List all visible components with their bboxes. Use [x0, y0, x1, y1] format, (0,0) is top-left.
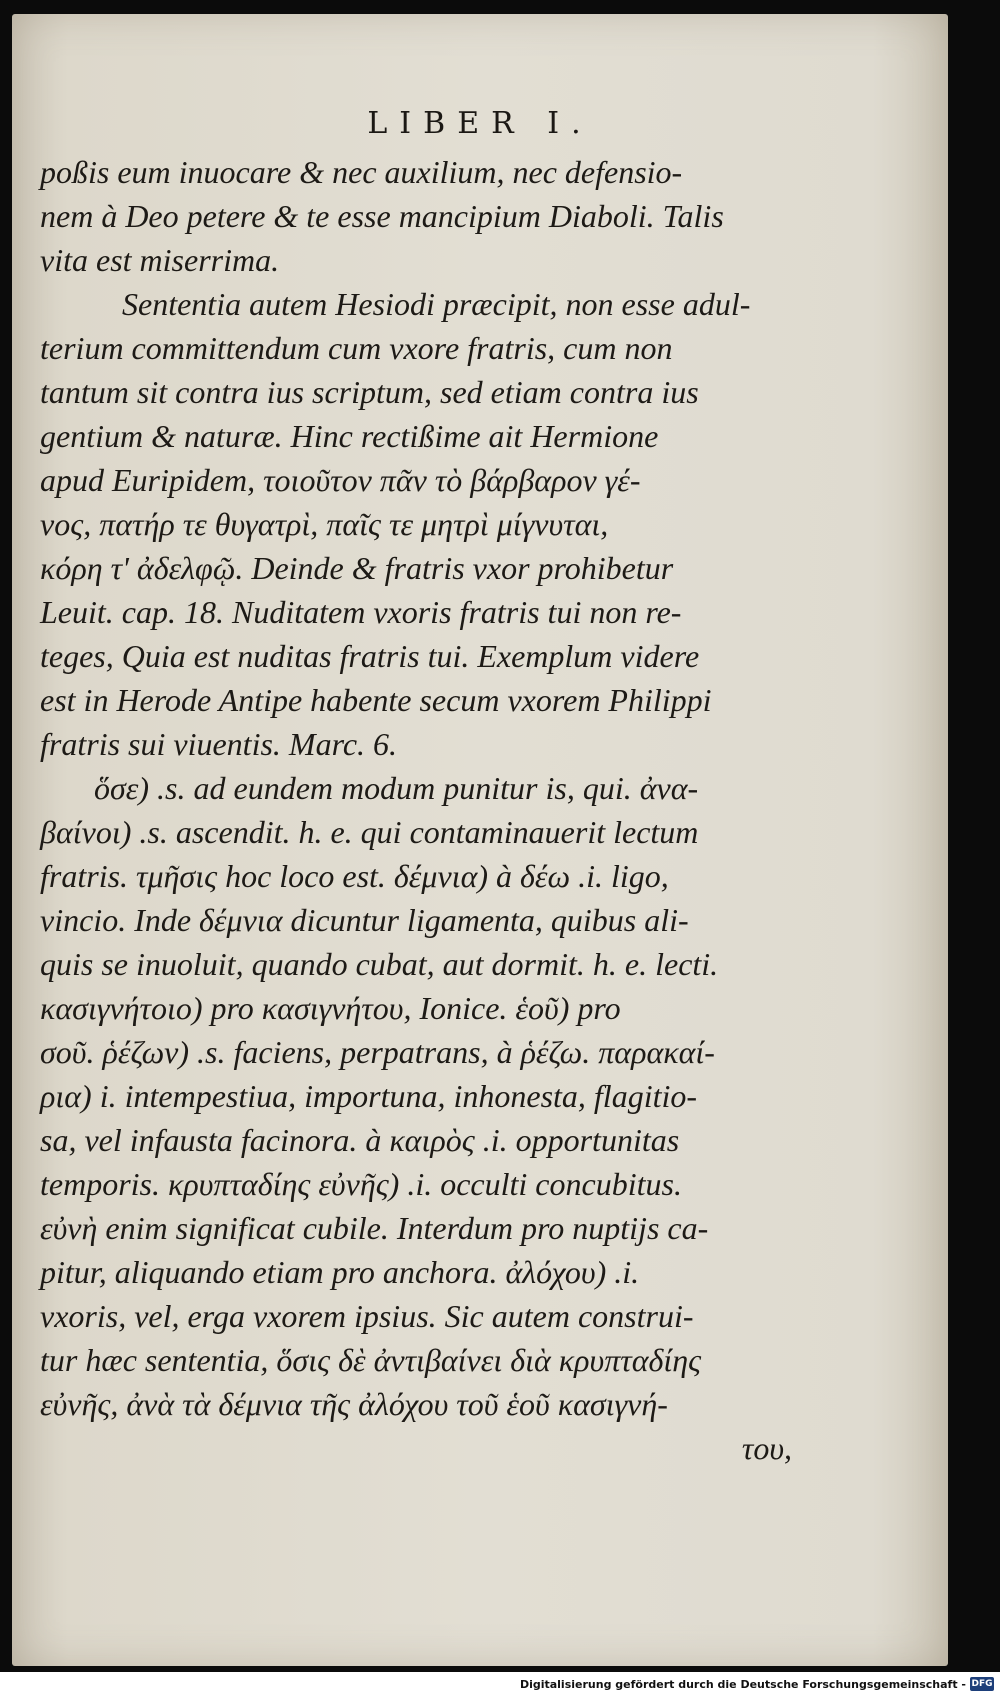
text-line: εὐνὴ enim significat cubile. Interdum pro nuptijs ca-	[40, 1210, 709, 1246]
text-line: νος, πατήρ τε θυγατρὶ, παῖς τε μητρὶ μίγνυται,	[40, 506, 609, 542]
text-line: quis se inuoluit, quando cubat, aut dormit. h. e. lecti.	[40, 946, 719, 982]
text-line: pitur, aliquando etiam pro anchora. ἀλόχου) .i.	[40, 1254, 640, 1290]
text-line: tantum sit contra ius scriptum, sed etiam contra ius	[40, 374, 699, 410]
text-line: fratris sui viuentis. Marc. 6.	[40, 726, 398, 762]
text-line: vxoris, vel, erga vxorem ipsius. Sic autem construi-	[40, 1298, 694, 1334]
text-line: terium committendum cum vxore fratris, cum non	[40, 330, 673, 366]
text-line: teges, Quia est nuditas fratris tui. Exemplum videre	[40, 638, 700, 674]
running-header: LIBER I.	[367, 106, 593, 141]
text-line: temporis. κρυπταδίης εὐνῆς) .i. occulti concubitus.	[40, 1166, 682, 1202]
text-line: fratris. τμῆσις hoc loco est. δέμνια) à δέω .i. ligo,	[40, 858, 669, 894]
text-line: εὐνῆς, ἀνὰ τὰ δέμνια τῆς ἀλόχου τοῦ ἑοῦ κασιγνή-	[40, 1386, 668, 1422]
footer-bar	[0, 1672, 1000, 1697]
text-line: vita est miserrima.	[40, 242, 280, 278]
text-line: κασιγνήτοιο) pro κασιγνήτου, Ionice. ἑοῦ) pro	[40, 990, 621, 1026]
text-line: est in Herode Antipe habente secum vxorem Philippi	[40, 682, 712, 718]
text-line: Sententia autem Hesiodi præcipit, non esse adul-	[122, 286, 751, 322]
catchword: του,	[741, 1430, 792, 1466]
text-line: apud Euripidem, τοιοῦτον πᾶν τὸ βάρβαρον γέ-	[40, 462, 641, 498]
text-line: poßis eum inuocare & nec auxilium, nec defensio-	[40, 154, 683, 190]
book-page	[12, 14, 948, 1666]
footer-credit: Digitalisierung gefördert durch die Deutsche Forschungsgemeinschaft -	[519, 1678, 966, 1691]
text-line: Leuit. cap. 18. Nuditatem vxoris fratris tui non re-	[40, 594, 682, 630]
text-line: ὅσε) .s. ad eundem modum punitur is, qui. ἀνα-	[94, 770, 699, 806]
text-line: ρια) i. intempestiua, importuna, inhonesta, flagitio-	[40, 1078, 698, 1114]
text-line: vincio. Inde δέμνια dicuntur ligamenta, quibus ali-	[40, 902, 689, 938]
dfg-logo-icon: DFG	[971, 1679, 993, 1689]
text-line: σοῦ. ῥέζων) .s. faciens, perpatrans, à ῥέζω. παρακαί-	[40, 1034, 715, 1070]
text-line: gentium & naturæ. Hinc rectißime ait Hermione	[40, 418, 659, 454]
text-line: tur hæc sententia, ὅσις δὲ ἀντιβαίνει διὰ κρυπταδίης	[40, 1342, 702, 1378]
text-line: sa, vel infausta facinora. à καιρὸς .i. opportunitas	[40, 1122, 680, 1158]
text-line: κόρη τ' ἀδελφῷ. Deinde & fratris vxor prohibetur	[40, 550, 674, 586]
text-line: nem à Deo petere & te esse mancipium Diaboli. Talis	[40, 198, 724, 234]
text-line: βαίνοι) .s. ascendit. h. e. qui contaminauerit lectum	[40, 814, 699, 850]
